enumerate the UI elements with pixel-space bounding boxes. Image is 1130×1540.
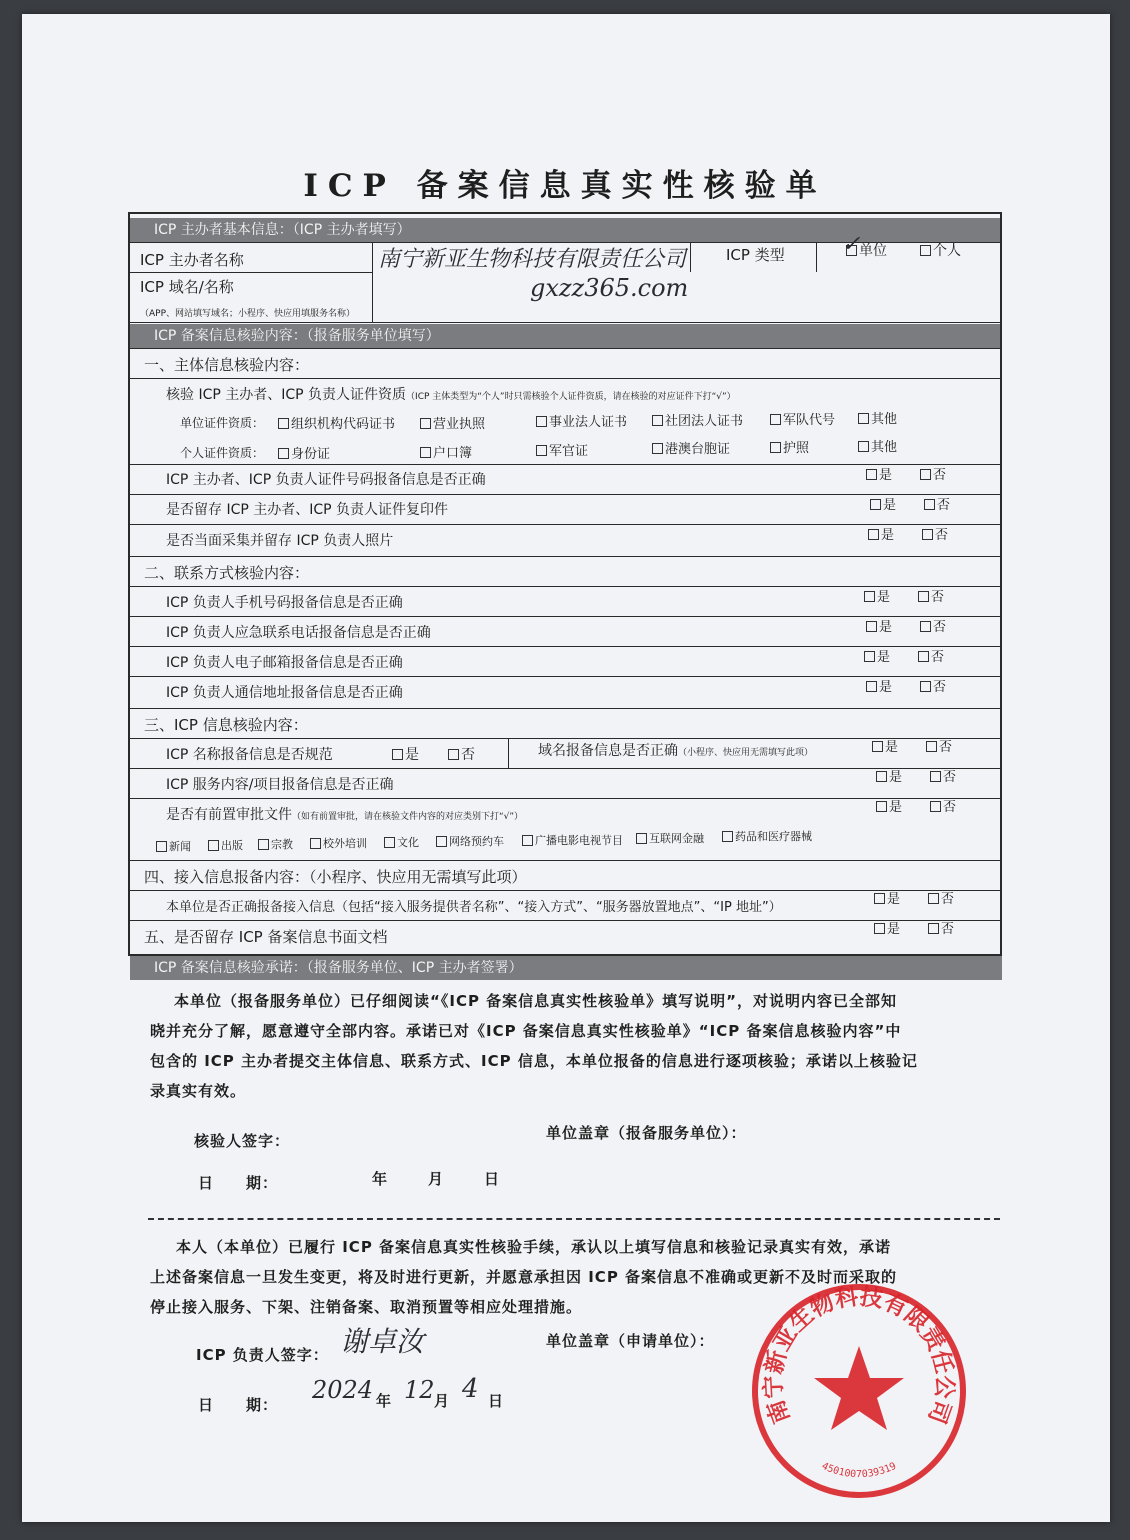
- handwritten-host-name: 南宁新亚生物科技有限责任公司: [378, 247, 687, 272]
- question-access-info: 本单位是否正确报备接入信息（包括“接入服务提供者名称”、“接入方式”、“服务器放置地点”、“IP 地址”）: [166, 900, 782, 915]
- q1-yes[interactable]: 是: [866, 464, 892, 483]
- q11-no[interactable]: 否: [930, 796, 956, 815]
- commitment-para2-line1: 本人（本单位）已履行 ICP 备案信息真实性核验手续，承认以上填写信息和核验记录真实有效，承诺: [176, 1238, 892, 1256]
- unit-cert-military[interactable]: 军队代号: [770, 409, 835, 428]
- question-emergency-phone: ICP 负责人应急联系电话报备信息是否正确: [166, 625, 431, 641]
- commitment-para1-line2: 晓并充分了解，愿意遵守全部内容。承诺已对《ICP 备案信息真实性核验单》“ICP 备案信息核验内容”中: [150, 1022, 902, 1040]
- section-header-basic-info: ICP 主办者基本信息：（ICP 主办者填写）: [130, 218, 1000, 242]
- q3-no[interactable]: 否: [922, 524, 948, 543]
- question-icp-name: ICP 名称报备信息是否规范: [166, 747, 333, 763]
- commitment-para1-line4: 录真实有效。: [150, 1082, 247, 1100]
- handwritten-domain: gxzz365.com: [530, 274, 689, 302]
- commitment-para1-line1: 本单位（报备服务单位）已仔细阅读“《ICP 备案信息真实性核验单》填写说明”，对说明内容已全部知: [174, 992, 898, 1010]
- q7-yes[interactable]: 是: [866, 676, 892, 695]
- handwritten-date-month: 12: [404, 1376, 435, 1404]
- q13-no[interactable]: 否: [928, 918, 954, 937]
- date-month-2: 月: [434, 1392, 451, 1410]
- q10-no[interactable]: 否: [930, 766, 956, 785]
- page-title: ICP 备案信息真实性核验单: [303, 168, 827, 204]
- q6-yes[interactable]: 是: [864, 646, 890, 665]
- icp-sign-label: ICP 负责人签字：: [196, 1346, 329, 1364]
- question-domain: 域名报备信息是否正确（小程序、快应用无需填写此项）: [538, 743, 814, 759]
- q12-yes[interactable]: 是: [874, 888, 900, 907]
- date-label-1: 日 期：: [198, 1174, 279, 1192]
- type-option-unit: 单位: [846, 240, 887, 260]
- q10-yes[interactable]: 是: [876, 766, 902, 785]
- subsection-title-4: 四、接入信息报备内容：（小程序、快应用无需填写此项）: [144, 868, 527, 886]
- person-cert-hk-mo-tw[interactable]: 港澳台胞证: [652, 438, 730, 457]
- date-month-1: 月: [428, 1170, 445, 1188]
- q3-yes[interactable]: 是: [868, 524, 894, 543]
- person-cert-label: 个人证件资质：: [180, 446, 265, 460]
- subsection-title-3: 三、ICP 信息核验内容：: [144, 716, 308, 734]
- q2-no[interactable]: 否: [924, 494, 950, 513]
- date-year-2: 年: [376, 1392, 393, 1410]
- date-label-2: 日 期：: [198, 1396, 279, 1414]
- q12-no[interactable]: 否: [928, 888, 954, 907]
- q2-yes[interactable]: 是: [870, 494, 896, 513]
- person-cert-other[interactable]: 其他: [858, 436, 897, 455]
- approval-ride-hailing[interactable]: 网络预约车: [436, 833, 504, 849]
- q9-yes[interactable]: 是: [872, 736, 898, 755]
- approval-news[interactable]: 新闻: [156, 838, 191, 854]
- date-day-2: 日: [488, 1392, 505, 1410]
- question-service-content: ICP 服务内容/项目报备信息是否正确: [166, 777, 394, 793]
- seal-company-text: 南宁新亚生物科技有限责任公司: [760, 1283, 958, 1427]
- check-mark-unit: ✓: [842, 232, 861, 257]
- question-address: ICP 负责人通信地址报备信息是否正确: [166, 685, 403, 701]
- approval-religion[interactable]: 宗教: [258, 836, 293, 852]
- question-mobile: ICP 负责人手机号码报备信息是否正确: [166, 595, 403, 611]
- q8-yes[interactable]: 是: [392, 744, 419, 764]
- q1-no[interactable]: 否: [920, 464, 946, 483]
- q4-no[interactable]: 否: [918, 586, 944, 605]
- type-option-person: 个人: [920, 240, 961, 260]
- seal-number-text: 4501007039319: [819, 1460, 899, 1481]
- commitment-para1-line3: 包含的 ICP 主办者提交主体信息、联系方式、ICP 信息，本单位报备的信息进行逐项核验；承诺以上核验记: [150, 1052, 918, 1070]
- label-icp-domain: ICP 域名/名称: [140, 278, 234, 296]
- approval-medical[interactable]: 药品和医疗器械: [722, 828, 812, 844]
- q4-yes[interactable]: 是: [864, 586, 890, 605]
- approval-training[interactable]: 校外培训: [310, 835, 367, 851]
- handwritten-signature: 谢卓汝: [340, 1325, 425, 1358]
- label-icp-type: ICP 类型: [726, 246, 785, 264]
- cert-check-label: 核验 ICP 主办者、ICP 负责人证件资质（ICP 主体类型为“个人”时只需核验个人证件资质，请在核验的对应证件下打“√”）: [166, 387, 736, 403]
- q11-yes[interactable]: 是: [876, 796, 902, 815]
- section-header-commitment: ICP 备案信息核验承诺：（报备服务单位、ICP 主办者签署）: [130, 956, 1002, 980]
- handwritten-date-day: 4: [462, 1374, 479, 1404]
- unit-cert-label: 单位证件资质：: [180, 416, 265, 430]
- approval-broadcast[interactable]: 广播电影电视节目: [522, 832, 623, 848]
- approval-publishing[interactable]: 出版: [208, 837, 243, 853]
- commitment-para2-line2: 上述备案信息一旦发生变更，将及时进行更新，并愿意承担因 ICP 备案信息不准确或更新不及时而采取的: [150, 1268, 898, 1286]
- unit-cert-business-license[interactable]: 营业执照: [420, 413, 485, 432]
- unit-cert-other[interactable]: 其他: [858, 408, 897, 427]
- unit-cert-institution[interactable]: 事业法人证书: [536, 411, 627, 430]
- question-cert-copy: 是否留存 ICP 主办者、ICP 负责人证件复印件: [166, 502, 449, 518]
- svg-text:4501007039319: [820, 1461, 898, 1480]
- subsection-title-5: 五、是否留存 ICP 备案信息书面文档: [144, 928, 388, 946]
- section-header-verification: ICP 备案信息核验内容：（报备服务单位填写）: [130, 324, 1000, 348]
- unit-cert-org-code[interactable]: 组织机构代码证书: [278, 413, 395, 432]
- person-cert-passport[interactable]: 护照: [770, 437, 809, 456]
- q8-no[interactable]: 否: [448, 744, 475, 764]
- commitment-para2-line3: 停止接入服务、下架、注销备案、取消预置等相应处理措施。: [150, 1298, 583, 1316]
- person-cert-id-card[interactable]: 身份证: [278, 443, 330, 462]
- verifier-sign-label: 核验人签字：: [194, 1132, 291, 1150]
- subsection-title-1: 一、主体信息核验内容：: [144, 356, 310, 374]
- q9-no[interactable]: 否: [926, 736, 952, 755]
- q13-yes[interactable]: 是: [874, 918, 900, 937]
- unit-seal-apply-label: 单位盖章（申请单位）：: [546, 1332, 715, 1350]
- label-icp-host-name: ICP 主办者名称: [140, 251, 244, 269]
- date-year-1: 年: [372, 1170, 389, 1188]
- q7-no[interactable]: 否: [920, 676, 946, 695]
- domain-note: （APP、网站填写域名；小程序、快应用填服务名称）: [140, 309, 356, 319]
- question-approval-docs: 是否有前置审批文件（如有前置审批，请在核验文件内容的对应类别下打“√”）: [166, 807, 524, 823]
- company-seal-stamp: [748, 1280, 970, 1502]
- question-photo: 是否当面采集并留存 ICP 负责人照片: [166, 533, 394, 549]
- q5-no[interactable]: 否: [920, 616, 946, 635]
- verification-form: [128, 212, 1002, 956]
- question-email: ICP 负责人电子邮箱报备信息是否正确: [166, 655, 403, 671]
- person-cert-officer[interactable]: 军官证: [536, 440, 588, 459]
- unit-cert-association[interactable]: 社团法人证书: [652, 410, 743, 429]
- approval-finance[interactable]: 互联网金融: [636, 830, 704, 846]
- subsection-title-2: 二、联系方式核验内容：: [144, 564, 310, 582]
- date-day-1: 日: [484, 1170, 501, 1188]
- q6-no[interactable]: 否: [918, 646, 944, 665]
- question-cert-number: ICP 主办者、ICP 负责人证件号码报备信息是否正确: [166, 472, 486, 488]
- unit-seal-report-label: 单位盖章（报备服务单位）：: [546, 1124, 747, 1142]
- handwritten-date-year: 2024: [312, 1376, 374, 1404]
- person-cert-household[interactable]: 户口簿: [420, 442, 472, 461]
- approval-culture[interactable]: 文化: [384, 834, 419, 850]
- q5-yes[interactable]: 是: [866, 616, 892, 635]
- cut-line-divider: [148, 1218, 1000, 1220]
